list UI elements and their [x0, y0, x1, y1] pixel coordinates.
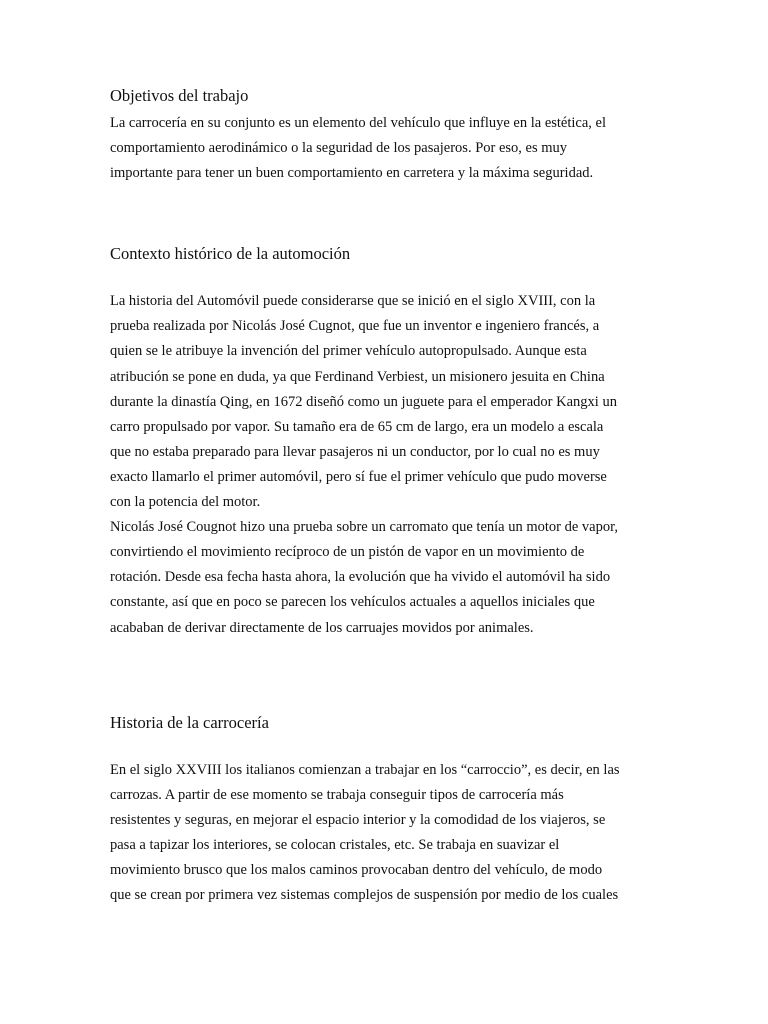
- section-heading-historia-carroceria: Historia de la carrocería: [110, 712, 269, 732]
- text-line: exacto llamarlo el primer automóvil, pero sí fue el primer vehículo que pudo moverse: [110, 468, 607, 485]
- paragraph-objetivos: [110, 111, 658, 186]
- text-line: durante la dinastía Qing, en 1672 diseñó como un juguete para el emperador Kangxi un: [110, 393, 617, 410]
- text-line: comportamiento aerodinámico o la seguridad de los pasajeros. Por eso, es muy: [110, 140, 568, 157]
- document-page: [110, 84, 658, 908]
- text-line: quien se le atribuye la invención del primer vehículo autopropulsado. Aunque esta: [110, 343, 587, 360]
- section-heading-contexto: Contexto histórico de la automoción: [110, 244, 351, 264]
- text-line: con la potencia del motor.: [110, 494, 261, 511]
- text-line: movimiento brusco que los malos caminos provocaban dentro del vehículo, de modo: [110, 861, 603, 878]
- text-line: Nicolás José Cougnot hizo una prueba sobre un carromato que tenía un motor de vapor,: [110, 519, 618, 536]
- text-line: La historia del Automóvil puede considerarse que se inició en el siglo XVIII, con la: [110, 293, 596, 310]
- text-line: carro propulsado por vapor. Su tamaño era de 65 cm de largo, era un modelo a escala: [110, 418, 604, 435]
- text-line: carrozas. A partir de ese momento se trabaja conseguir tipos de carrocería más: [110, 786, 564, 803]
- text-line: que se crean por primera vez sistemas complejos de suspensión por medio de los cuales: [110, 887, 619, 904]
- text-line: rotación. Desde esa fecha hasta ahora, la evolución que ha vivido el automóvil ha sido: [110, 569, 611, 586]
- text-line: acababan de derivar directamente de los carruajes movidos por animales.: [110, 619, 534, 636]
- text-line: que no estaba preparado para llevar pasajeros ni un conductor, por lo cual no es muy: [110, 443, 600, 460]
- text-line: En el siglo XXVIII los italianos comienzan a trabajar en los “carroccio”, es decir, en las: [110, 761, 620, 778]
- text-line: convirtiendo el movimiento recíproco de un pistón de vapor en un movimiento de: [110, 544, 585, 561]
- text-line: prueba realizada por Nicolás José Cugnot, que fue un inventor e ingeniero francés, a: [110, 318, 600, 335]
- section-heading-objetivos: Objetivos del trabajo: [110, 86, 249, 105]
- text-line: atribución se pone en duda, ya que Ferdinand Verbiest, un misionero jesuita en China: [110, 368, 605, 385]
- paragraph-historia-carroceria: [110, 758, 658, 909]
- text-line: pasa a tapizar los interiores, se colocan cristales, etc. Se trabaja en suavizar el: [110, 836, 560, 853]
- text-line: resistentes y seguras, en mejorar el espacio interior y la comodidad de los viajeros, se: [110, 811, 606, 828]
- text-line: constante, así que en poco se parecen los vehículos actuales a aquellos iniciales que: [110, 594, 595, 611]
- text-line: La carrocería en su conjunto es un elemento del vehículo que influye en la estética, el: [110, 115, 607, 131]
- text-line: importante para tener un buen comportamiento en carretera y la máxima seguridad.: [110, 165, 594, 182]
- paragraph-contexto: [110, 289, 658, 640]
